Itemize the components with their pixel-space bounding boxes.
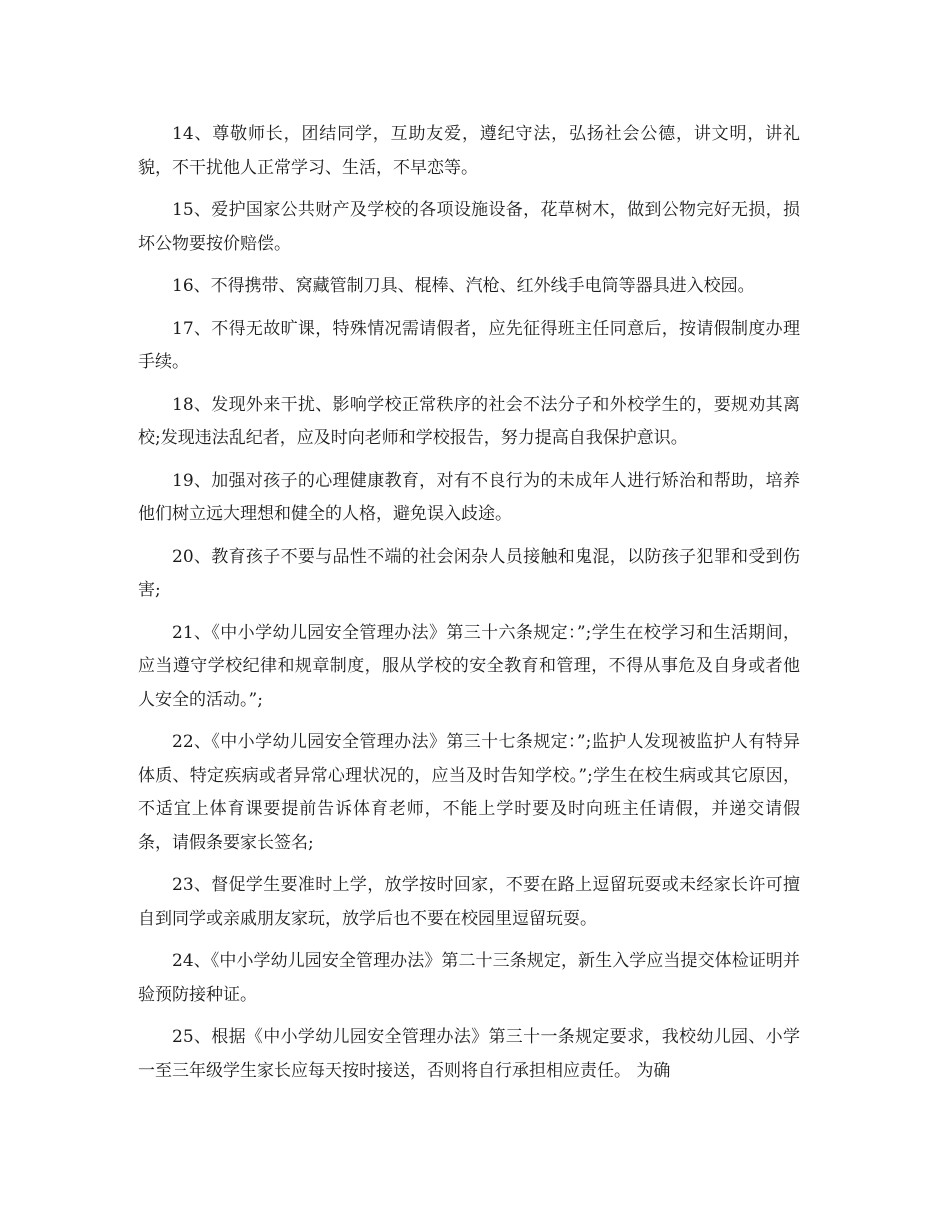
paragraph-14: 14、尊敬师长，团结同学，互助友爱，遵纪守法，弘扬社会公德，讲文明，讲礼貌，不干扰他人正常学习、生活，不早恋等。 — [138, 124, 800, 178]
paragraph-16: 16、不得携带、窝藏管制刀具、棍棒、汽枪、红外线手电筒等器具进入校园。 — [172, 276, 755, 296]
paragraph-23: 23、督促学生要准时上学，放学按时回家，不要在路上逗留玩耍或未经家长许可擅自到同学或亲戚朋友家玩，放学后也不要在校园里逗留玩耍。 — [138, 875, 800, 929]
paragraph-19: 19、加强对孩子的心理健康教育，对有不良行为的未成年人进行矫治和帮助，培养他们树立远大理想和健全的人格，避免误入歧途。 — [138, 470, 800, 524]
paragraph-18: 18、发现外来干扰、影响学校正常秩序的社会不法分子和外校学生的，要规劝其离校;发现违法乱纪者，应及时向老师和学校报告，努力提高自我保护意识。 — [138, 394, 800, 448]
paragraph-15: 15、爱护国家公共财产及学校的各项设施设备，花草树木，做到公物完好无损，损坏公物要按价赔偿。 — [138, 200, 800, 254]
paragraph-24: 24、《中小学幼儿园安全管理办法》第二十三条规定，新生入学应当提交体检证明并验预防接种证。 — [138, 951, 800, 1005]
paragraph-21: 21、《中小学幼儿园安全管理办法》第三十六条规定：”;学生在校学习和生活期间，应当遵守学校纪律和规章制度，服从学校的安全教育和管理，不得从事危及自身或者他人安全的活动。”; — [138, 622, 800, 710]
paragraph-25: 25、根据《中小学幼儿园安全管理办法》第三十一条规定要求，我校幼儿园、小学一至三年级学生家长应每天按时接送，否则将自行承担相应责任。 为确 — [138, 1027, 800, 1081]
document-body — [138, 118, 800, 1097]
paragraph-20: 20、教育孩子不要与品性不端的社会闲杂人员接触和鬼混，以防孩子犯罪和受到伤害; — [138, 546, 800, 600]
paragraph-22: 22、《中小学幼儿园安全管理办法》第三十七条规定：”;监护人发现被监护人有特异体质、特定疾病或者异常心理状况的，应当及时告知学校。”;学生在校生病或其它原因，不适宜上体育课要提前告诉体育老师，不能上学时要及时向班主任请假，并递交请假条，请假条要家长签名; — [138, 732, 800, 853]
paragraph-17: 17、不得无故旷课，特殊情况需请假者，应先征得班主任同意后，按请假制度办理手续。 — [138, 318, 800, 372]
